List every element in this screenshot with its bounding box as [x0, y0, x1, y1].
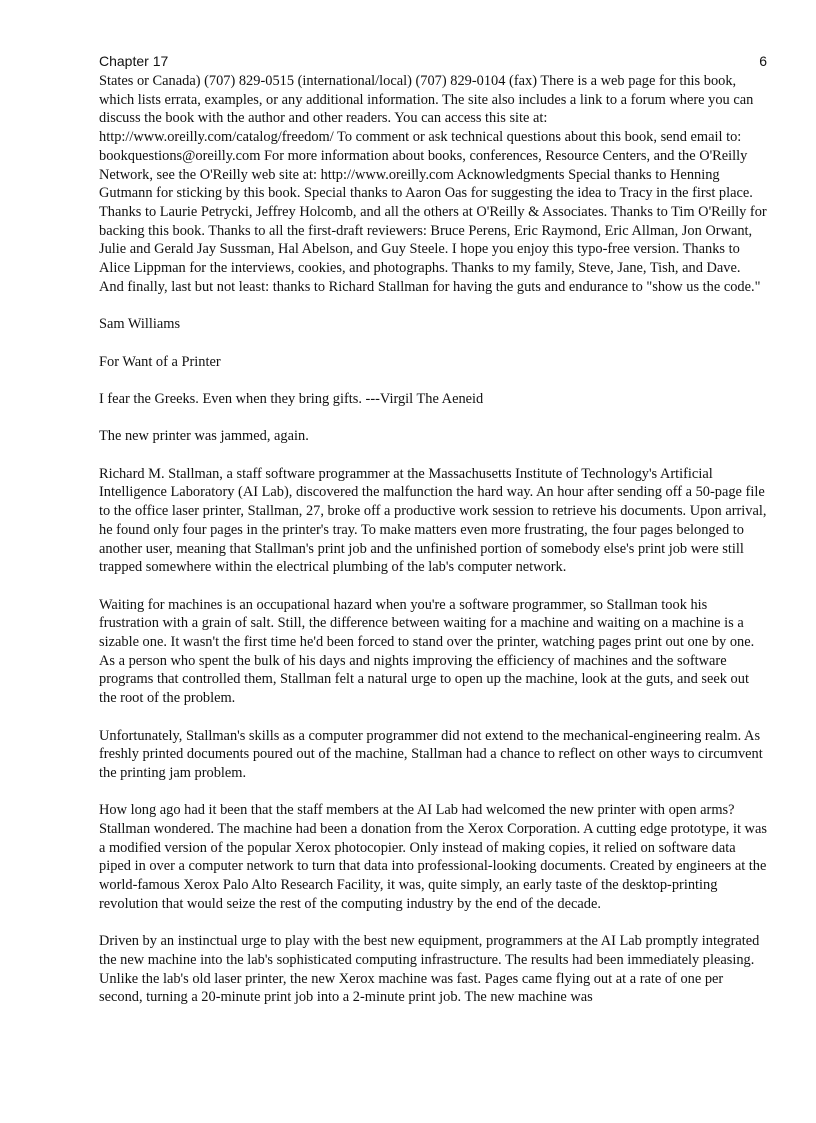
paragraph: Waiting for machines is an occupational hazard when you're a software programmer, so Stallman took his frustration with a grain of salt. Still, the difference between waiting for a machine and waiting on a machine is a sizable one. It wasn't the first time he'd been forced to stand over the printer, watching pages print out one by one. As a person who spent the bulk of his days and nights improving the efficiency of machines and the software programs that controlled them, Stallman felt a natural urge to open up the machine, look at the guts, and seek out the root of the problem. — [99, 596, 755, 707]
page-header — [99, 52, 767, 70]
chapter-heading: For Want of a Printer — [99, 353, 221, 370]
paragraph: The new printer was jammed, again. — [99, 428, 309, 445]
epigraph: I fear the Greeks. Even when they bring gifts. ---Virgil The Aeneid — [99, 390, 484, 407]
paragraph: Richard M. Stallman, a staff software programmer at the Massachusetts Institute of Technology's Artificial Intelligence Laboratory (AI Lab), discovered the malfunction the hard way. An hour after sending off a 50-page file to the office laser printer, Stallman, 27, broke off a productive work session to retrieve his documents. Upon arrival, he found only four pages in the printer's tray. To make matters even more frustrating, the four pages belonged to another user, meaning that Stallman's print job and the unfinished portion of somebody else's print job were still trapped somewhere within the electrical plumbing of the lab's computer network. — [99, 465, 767, 576]
page-number: 6 — [759, 53, 767, 69]
document-page — [99, 52, 767, 1026]
author-signature: Sam Williams — [99, 316, 181, 333]
body-text — [99, 72, 767, 1007]
paragraph: Unfortunately, Stallman's skills as a computer programmer did not extend to the mechanical-engineering realm. As freshly printed documents poured out of the machine, Stallman had a chance to reflect on other ways to circumvent the printing jam problem. — [99, 727, 763, 781]
chapter-title: Chapter 17 — [99, 53, 169, 69]
paragraph: Driven by an instinctual urge to play with the best new equipment, programmers at the AI Lab promptly integrated the new machine into the lab's sophisticated computing infrastructure. The results had been immediately pleasing. Unlike the lab's old laser printer, the new Xerox machine was fast. Pages came flying out at a rate of one per second, turning a 20-minute print job into a 2-minute print job. The new machine was — [99, 933, 760, 1006]
paragraph-colophon-acknowledgments: States or Canada) (707) 829-0515 (international/local) (707) 829-0104 (fax) There is a web page for this book, which lists errata, examples, or any additional information. The site also includes a link to a forum where you can discuss the book with the author and other readers. You can access this site at: http://www.oreilly.com/catalog/freedom/ To comment or ask technical questions about this book, send email to: bookquestions@oreilly.com For more information about books, conferences, Resource Centers, and the O'Reilly Network, see the O'Reilly web site at: http://www.oreilly.com Acknowledgments Special thanks to Henning Gutmann for sticking by this book. Special thanks to Aaron Oas for suggesting the idea to Tracy in the first place. Thanks to Laurie Petrycki, Jeffrey Holcomb, and all the others at O'Reilly & Associates. Thanks to Tim O'Reilly for backing this book. Thanks to all the first-draft reviewers: Bruce Perens, Eric Raymond, Eric Allman, Jon Orwant, Julie and Gerald Jay Sussman, Hal Abelson, and Guy Steele. I hope you enjoy this typo-free version. Thanks to Alice Lippman for the interviews, cookies, and photographs. Thanks to my family, Steve, Jane, Tish, and Dave. And finally, last but not least: thanks to Richard Stallman for having the guts and endurance to "show us the code." — [99, 73, 767, 295]
paragraph: How long ago had it been that the staff members at the AI Lab had welcomed the new printer with open arms? Stallman wondered. The machine had been a donation from the Xerox Corporation. A cutting edge prototype, it was a modified version of the popular Xerox photocopier. Only instead of making copies, it relied on software data piped in over a computer network to turn that data into professional-looking documents. Created by engineers at the world-famous Xerox Palo Alto Research Facility, it was, quite simply, an early taste of the desktop-printing revolution that would seize the rest of the computing industry by the end of the decade. — [99, 802, 767, 912]
